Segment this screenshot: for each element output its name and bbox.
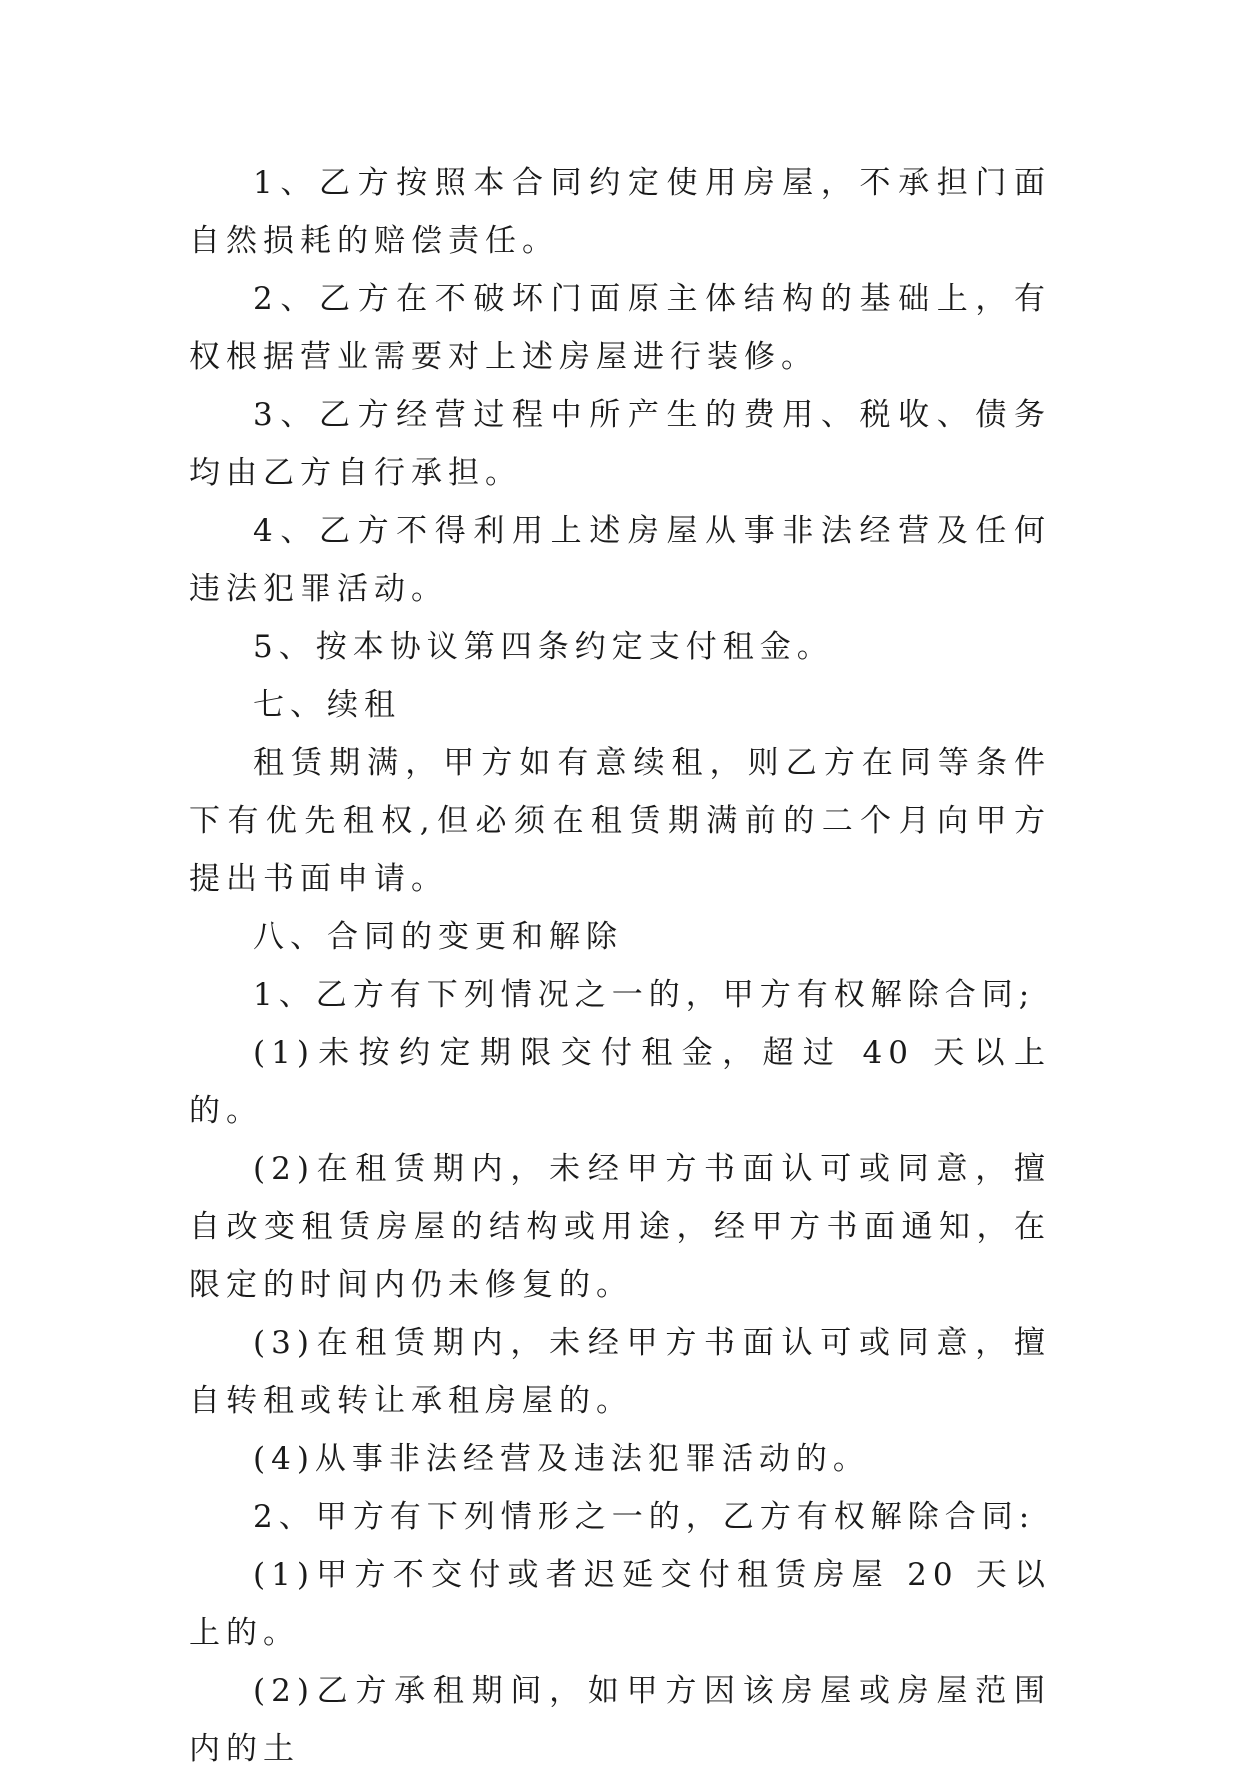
paragraph-clause-6-4: 4、乙方不得利用上述房屋从事非法经营及任何违法犯罪活动。 <box>189 513 1051 607</box>
paragraph-clause-8-1: 1、乙方有下列情况之一的，甲方有权解除合同; <box>253 977 1036 1013</box>
paragraph-clause-8-2-2: (2)乙方承租期间，如甲方因该房屋或房屋范围内的土 <box>189 1673 1051 1767</box>
paragraph-clause-8-2: 2、甲方有下列情形之一的，乙方有权解除合同: <box>253 1499 1036 1535</box>
paragraph-clause-6-2: 2、乙方在不破坏门面原主体结构的基础上，有权根据营业需要对上述房屋进行装修。 <box>189 281 1051 375</box>
paragraph-clause-8-1-1: (1)未按约定期限交付租金，超过 40 天以上的。 <box>189 1035 1051 1129</box>
paragraph-clause-6-5: 5、按本协议第四条约定支付租金。 <box>253 629 834 665</box>
paragraph-clause-8-1-3: (3)在租赁期内，未经甲方书面认可或同意，擅自转租或转让承租房屋的。 <box>189 1325 1051 1419</box>
paragraph-clause-8-1-2: (2)在租赁期内，未经甲方书面认可或同意，擅自改变租赁房屋的结构或用途，经甲方书面通知，在限定的时间内仍未修复的。 <box>189 1151 1051 1303</box>
paragraph-clause-8-2-1: (1)甲方不交付或者迟延交付租赁房屋 20 天以上的。 <box>189 1557 1051 1651</box>
paragraph-renewal: 租赁期满，甲方如有意续租，则乙方在同等条件下有优先租权,但必须在租赁期满前的二个月向甲方提出书面申请。 <box>189 745 1051 897</box>
paragraph-clause-8-1-4: (4)从事非法经营及违法犯罪活动的。 <box>253 1441 870 1477</box>
document-body <box>189 154 1051 1778</box>
paragraph-clause-6-1: 1、乙方按照本合同约定使用房屋，不承担门面自然损耗的赔偿责任。 <box>189 165 1051 259</box>
section-heading-renewal: 七、续租 <box>253 687 401 723</box>
paragraph-clause-6-3: 3、乙方经营过程中所产生的费用、税收、债务均由乙方自行承担。 <box>189 397 1051 491</box>
section-heading-termination: 八、合同的变更和解除 <box>253 919 623 955</box>
